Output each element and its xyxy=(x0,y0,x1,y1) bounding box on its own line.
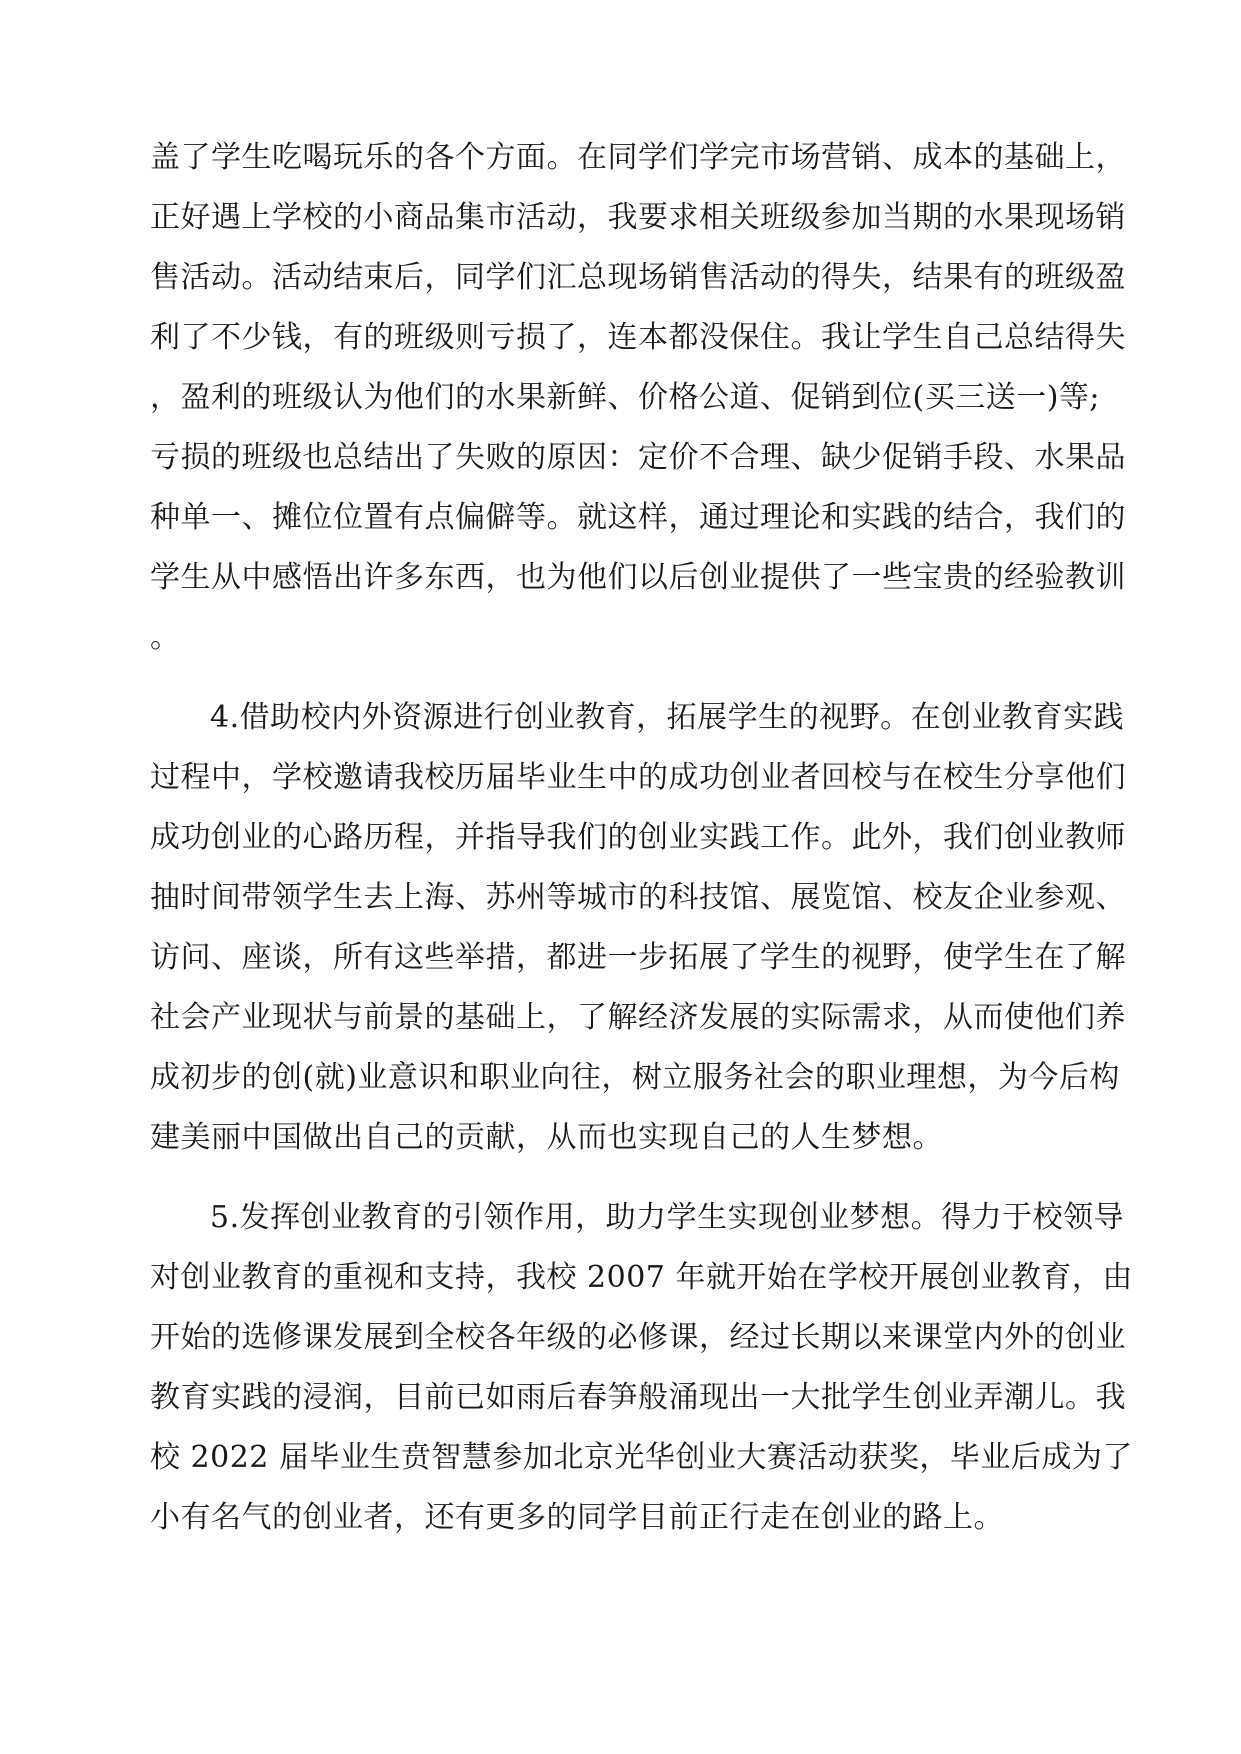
text-line: 成初步的创(就)业意识和职业向往，树立服务社会的职业理想，为今后构 xyxy=(150,1060,1120,1095)
text-line: 盖了学生吃喝玩乐的各个方面。在同学们学完市场营销、成本的基础上， xyxy=(150,140,1126,175)
text-line: 售活动。活动结束后，同学们汇总现场销售活动的得失，结果有的班级盈 xyxy=(150,260,1126,295)
text-line: 。 xyxy=(150,620,181,655)
text-line: 对创业教育的重视和支持，我校 2007 年就开始在学校开展创业教育，由 xyxy=(150,1260,1133,1295)
text-line: 访问、座谈，所有这些举措，都进一步拓展了学生的视野，使学生在了解 xyxy=(150,940,1126,975)
text-line: 建美丽中国做出自己的贡献，从而也实现自己的人生梦想。 xyxy=(150,1120,943,1155)
text-line: 利了不少钱，有的班级则亏损了，连本都没保住。我让学生自己总结得失 xyxy=(150,320,1126,355)
text-line: ，盈利的班级认为他们的水果新鲜、价格公道、促销到位(买三送一)等; xyxy=(150,380,1101,415)
text-line: 教育实践的浸润，目前已如雨后春笋般涌现出一大批学生创业弄潮儿。我 xyxy=(150,1380,1126,1415)
paragraph-sales-practice xyxy=(150,128,1126,668)
paragraph-item-4 xyxy=(150,688,1126,1168)
document-body xyxy=(150,128,1133,1548)
text-line: 正好遇上学校的小商品集市活动，我要求相关班级参加当期的水果现场销 xyxy=(150,200,1126,235)
text-line: 过程中，学校邀请我校历届毕业生中的成功创业者回校与在校生分享他们 xyxy=(150,760,1126,795)
text-line: 成功创业的心路历程，并指导我们的创业实践工作。此外，我们创业教师 xyxy=(150,820,1126,855)
text-line: 开始的选修课发展到全校各年级的必修课，经过长期以来课堂内外的创业 xyxy=(150,1320,1126,1355)
text-line: 社会产业现状与前景的基础上，了解经济发展的实际需求，从而使他们养 xyxy=(150,1000,1126,1035)
text-line: 校 2022 届毕业生贲智慧参加北京光华创业大赛活动获奖，毕业后成为了 xyxy=(150,1440,1133,1475)
text-line: 4.借助校内外资源进行创业教育，拓展学生的视野。在创业教育实践 xyxy=(210,700,1125,735)
text-line: 小有名气的创业者，还有更多的同学目前正行走在创业的路上。 xyxy=(150,1500,1004,1535)
text-line: 5.发挥创业教育的引领作用，助力学生实现创业梦想。得力于校领导 xyxy=(210,1200,1125,1235)
text-line: 种单一、摊位位置有点偏僻等。就这样，通过理论和实践的结合，我们的 xyxy=(150,500,1126,535)
paragraph-item-5 xyxy=(150,1188,1133,1548)
text-line: 抽时间带领学生去上海、苏州等城市的科技馆、展览馆、校友企业参观、 xyxy=(150,880,1126,915)
paragraph-spacer xyxy=(150,668,1080,688)
text-line: 学生从中感悟出许多东西，也为他们以后创业提供了一些宝贵的经验教训 xyxy=(150,560,1126,595)
text-line: 亏损的班级也总结出了失败的原因：定价不合理、缺少促销手段、水果品 xyxy=(150,440,1126,475)
paragraph-spacer xyxy=(150,1168,1080,1188)
